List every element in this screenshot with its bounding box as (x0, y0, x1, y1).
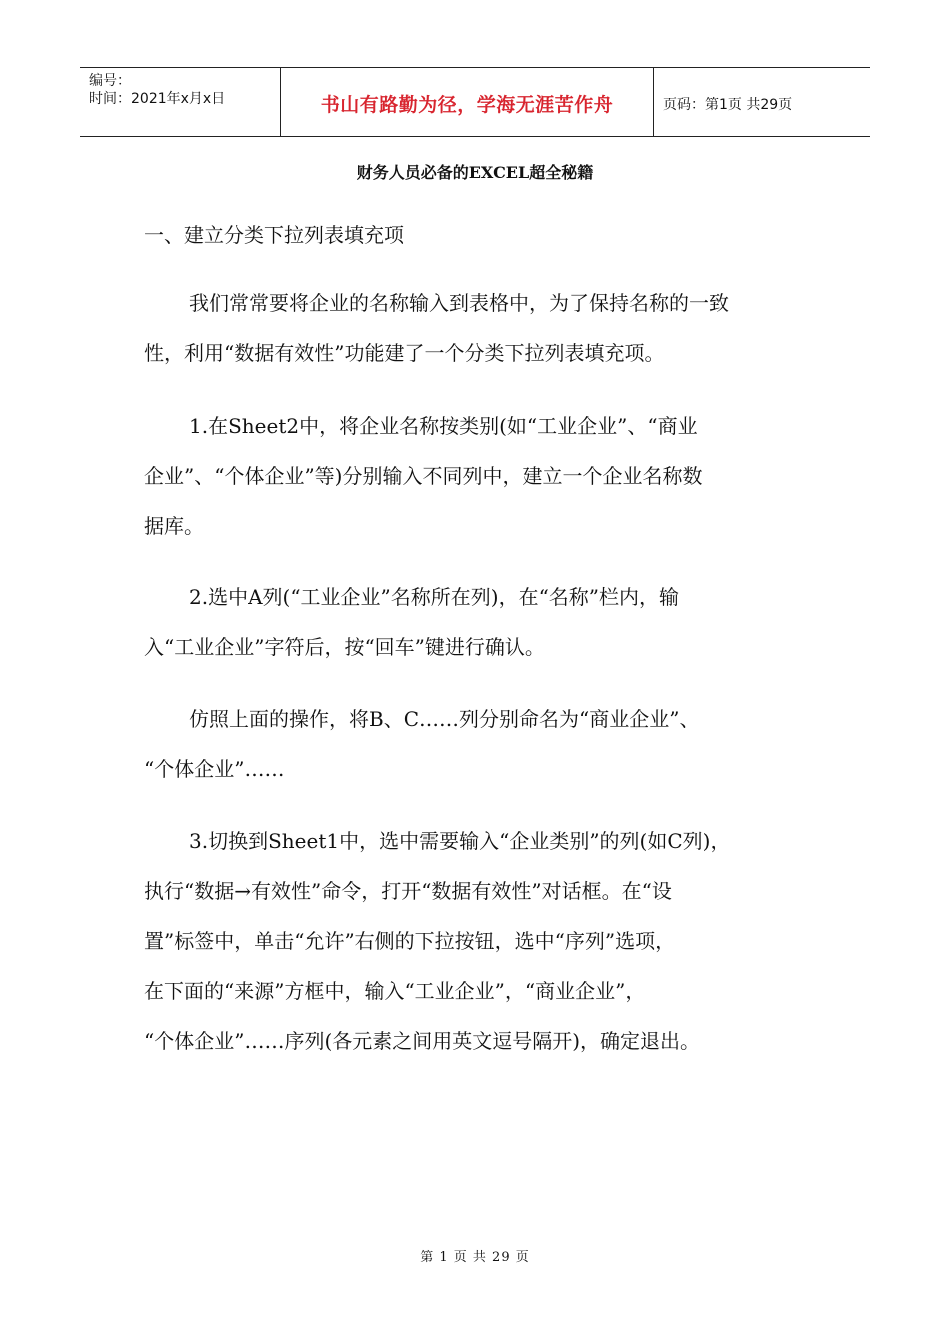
paragraph-line: 性，利用“数据有效性”功能建了一个分类下拉列表填充项。 (144, 341, 665, 365)
paragraph-line: 仿照上面的操作，将B、C……列分别命名为“商业企业”、 (189, 707, 700, 731)
paragraph-intro (144, 278, 809, 378)
paragraph-step-1 (144, 401, 809, 551)
paragraph-line: 3.切换到Sheet1中，选中需要输入“企业类别”的列(如C列)， (189, 829, 731, 853)
paragraph-step-2 (144, 572, 809, 672)
page-footer: 第 1 页 共 29 页 (420, 1250, 530, 1265)
paragraph-naming (144, 694, 809, 794)
header-motto-cell (281, 68, 654, 136)
header-page-info: 页码：第1页 共29页 (663, 96, 793, 113)
paragraph-line: 入“工业企业”字符后，按“回车”键进行确认。 (144, 635, 545, 659)
paragraph-line: “个体企业”…… (144, 757, 285, 781)
paragraph-line: 执行“数据→有效性”命令，打开“数据有效性”对话框。在“设 (144, 879, 672, 903)
paragraph-step-3 (144, 816, 809, 1066)
header-motto: 书山有路勤为径，学海无涯苦作舟 (320, 94, 614, 116)
paragraph-line: 在下面的“来源”方框中，输入“工业企业”，“商业企业”， (144, 979, 646, 1003)
paragraph-line: 1.在Sheet2中，将企业名称按类别(如“工业企业”、“商业 (189, 414, 698, 438)
paragraph-line: 据库。 (144, 514, 204, 538)
paragraph-line: 我们常常要将企业的名称输入到表格中，为了保持名称的一致 (189, 291, 729, 315)
header-page-cell (654, 68, 870, 136)
document-date: 时间：2021年x月x日 (89, 91, 226, 107)
document-number-label: 编号： (89, 73, 131, 89)
section-heading: 一、建立分类下拉列表填充项 (144, 223, 404, 247)
paragraph-line: 2.选中A列(“工业企业”名称所在列)，在“名称”栏内，输 (189, 585, 680, 609)
paragraph-line: 企业”、“个体企业”等)分别输入不同列中，建立一个企业名称数 (144, 464, 703, 488)
document-title: 财务人员必备的EXCEL超全秘籍 (356, 163, 594, 182)
header-meta-cell (80, 68, 281, 136)
paragraph-line: “个体企业”……序列(各元素之间用英文逗号隔开)，确定退出。 (144, 1029, 701, 1053)
page-header (80, 67, 870, 137)
paragraph-line: 置”标签中，单击“允许”右侧的下拉按钮，选中“序列”选项， (144, 929, 676, 953)
